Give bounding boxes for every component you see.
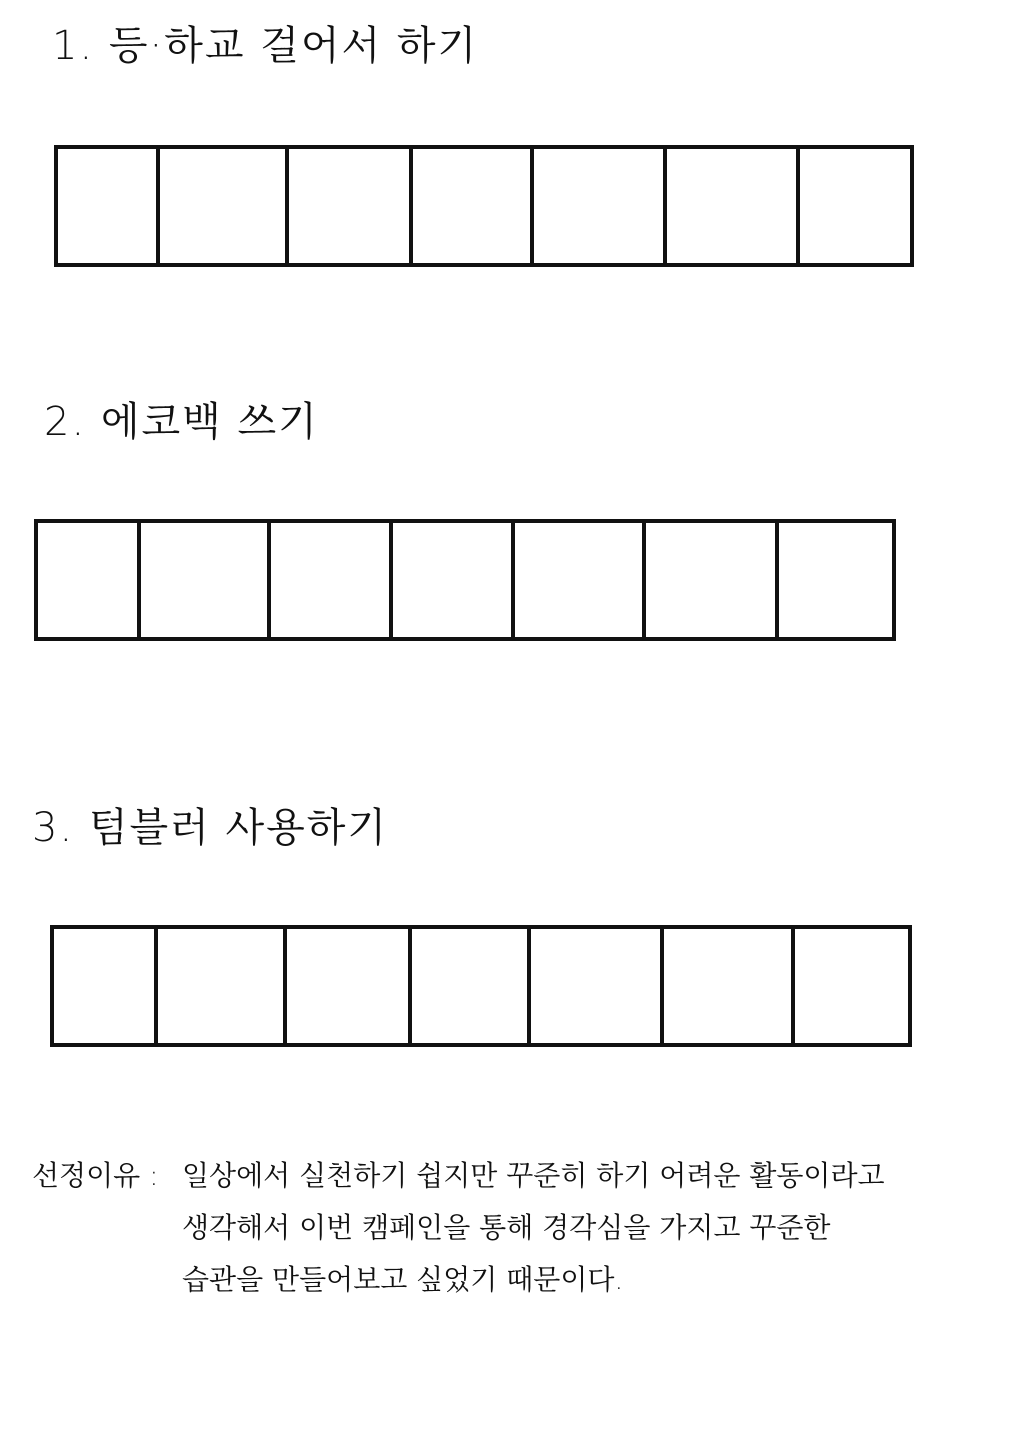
check-cell[interactable]	[531, 929, 664, 1043]
check-cell[interactable]	[667, 149, 800, 263]
check-cell[interactable]	[58, 149, 160, 263]
check-cell[interactable]	[515, 523, 646, 637]
check-cell[interactable]	[779, 523, 892, 637]
check-cell[interactable]	[646, 523, 779, 637]
check-cell[interactable]	[800, 149, 910, 263]
section-3-checkbox-grid	[50, 925, 912, 1047]
check-cell[interactable]	[141, 523, 271, 637]
section-1-heading: 1. 등·하교 걸어서 하기	[52, 23, 479, 69]
check-cell[interactable]	[795, 929, 908, 1043]
check-cell[interactable]	[534, 149, 667, 263]
reason-label: 선정이유 :	[32, 1159, 159, 1192]
check-cell[interactable]	[289, 149, 413, 263]
reason-line: 습관을 만들어보고 싶었기 때문이다.	[182, 1263, 624, 1296]
section-2-heading: 2. 에코백 쓰기	[44, 399, 319, 445]
check-cell[interactable]	[287, 929, 412, 1043]
reason-line: 생각해서 이번 캠페인을 통해 경각심을 가지고 꾸준한	[182, 1211, 831, 1244]
section-1-checkbox-grid	[54, 145, 914, 267]
check-cell[interactable]	[271, 523, 393, 637]
section-2-checkbox-grid	[34, 519, 896, 641]
section-3-heading: 3. 텀블러 사용하기	[32, 805, 389, 851]
check-cell[interactable]	[412, 929, 531, 1043]
check-cell[interactable]	[413, 149, 534, 263]
reason-line: 일상에서 실천하기 쉽지만 꾸준히 하기 어려운 활동이라고	[182, 1159, 885, 1192]
check-cell[interactable]	[664, 929, 795, 1043]
selection-reason	[32, 1159, 932, 1318]
check-cell[interactable]	[54, 929, 158, 1043]
check-cell[interactable]	[160, 149, 289, 263]
check-cell[interactable]	[158, 929, 287, 1043]
check-cell[interactable]	[38, 523, 141, 637]
check-cell[interactable]	[393, 523, 515, 637]
